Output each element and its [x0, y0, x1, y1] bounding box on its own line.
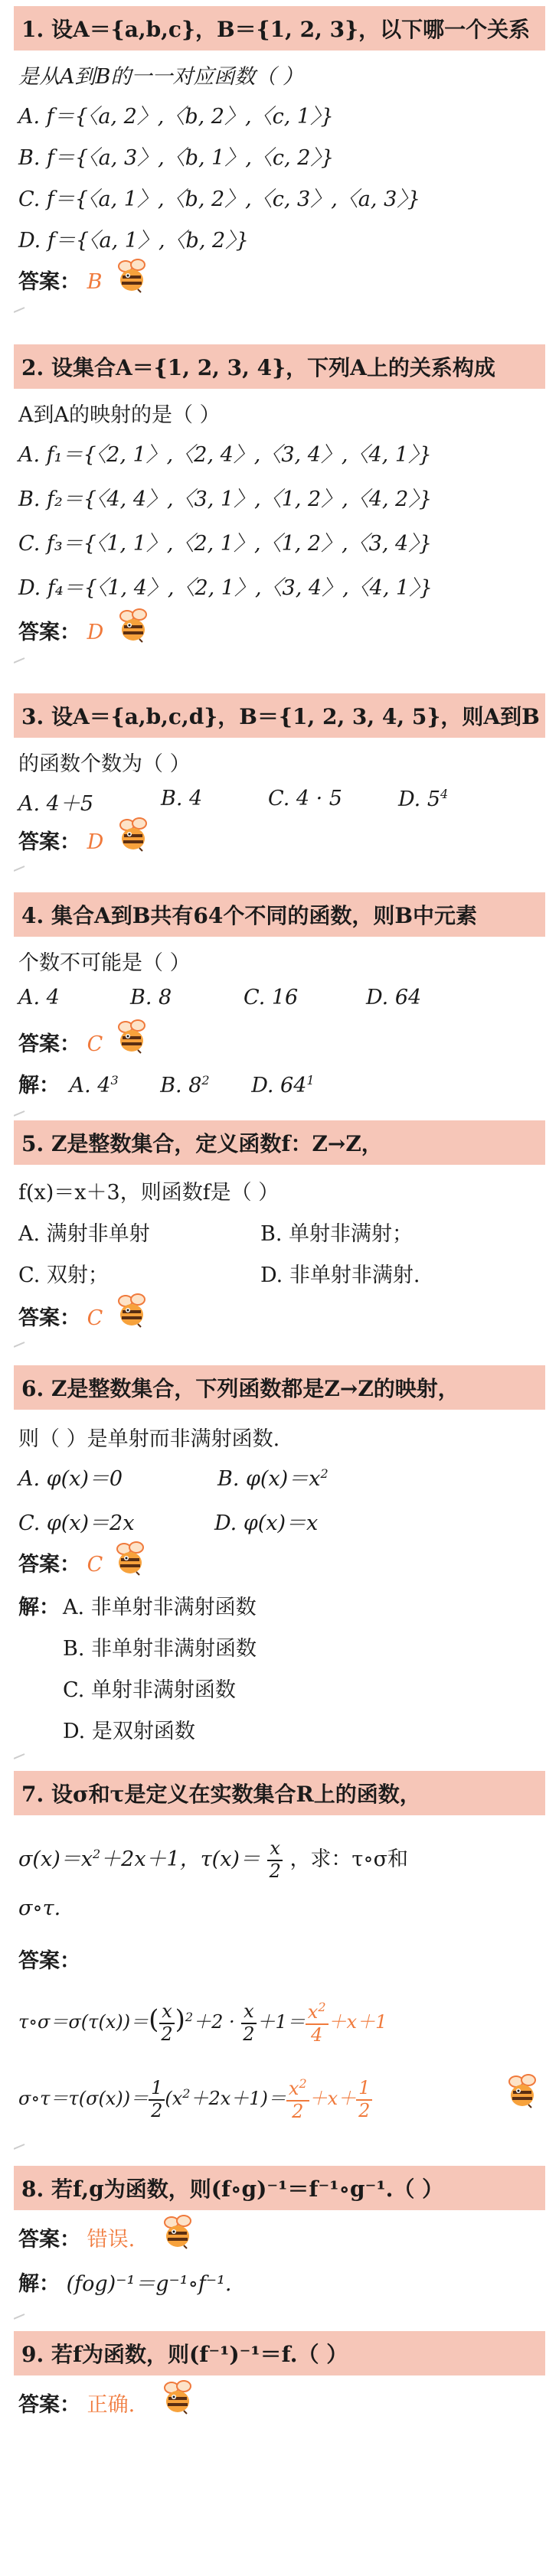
solution-label: 解： [18, 1074, 60, 1097]
question-2-title: 2. 设集合A＝{1, 2, 3, 4}，下列A上的关系构成 [14, 344, 545, 389]
q3-option-d: D. $5^4$ [398, 787, 449, 811]
question-2-continuation: A到A的映射的是（ ） [18, 403, 221, 427]
question-4-continuation: 个数不可能是（ ） [18, 951, 191, 975]
question-3-continuation: 的函数个数为（ ） [18, 752, 191, 776]
q6-solution-c: C. 单射非满射函数 [63, 1678, 236, 1702]
q6-option-b: B. $\varphi(x)=x^2$ [217, 1466, 329, 1491]
bee-icon [116, 608, 152, 644]
q4-solution [18, 1068, 315, 1098]
q5-option-a: A. 满射非单射 [18, 1222, 150, 1246]
question-3-title: 3. 设A＝{a,b,c,d}，B＝{1, 2, 3, 4, 5}，则A到B [14, 693, 545, 738]
answer-value: D [87, 830, 104, 854]
divider-mark-icon [14, 2313, 26, 2320]
q2-option-d: D. f₄＝{〈1, 4〉,〈2, 1〉,〈3, 4〉,〈4, 1〉} [18, 576, 433, 600]
q6-solution-a: A. 非单射非满射函数 [63, 1596, 257, 1619]
answer-label: 答案： [18, 1306, 80, 1330]
q1-option-b: B. f＝{〈a, 3〉,〈b, 1〉,〈c, 2〉} [18, 146, 335, 170]
answer-value: C [87, 1553, 103, 1577]
q8-solution [18, 2267, 232, 2297]
question-1-title: 1. 设A＝{a,b,c}，B＝{1, 2, 3}，以下哪一个关系 [14, 6, 545, 51]
question-5-continuation: f(x)＝x＋3，则函数f是（ ） [18, 1181, 280, 1205]
question-7-title: 7. 设σ和τ是定义在实数集合R上的函数， [14, 1771, 545, 1815]
question-5-title: 5. Z是整数集合，定义函数f：Z→Z， [14, 1120, 545, 1165]
q5-option-b: B. 单射非满射； [260, 1222, 414, 1246]
q6-answer [18, 1547, 103, 1577]
question-7-continuation: σ∘τ. [18, 1896, 61, 1920]
divider-mark-icon [14, 2143, 26, 2150]
q1-answer [18, 265, 102, 295]
solution-item: D. $64^1$ [251, 1073, 315, 1097]
q7-equation-1: τ∘σ＝σ(τ(x))＝( $\frac{x}{2}$ )$^2$＋2 · $\frac{x}{2}$ ＋1＝ $\frac{x^2}{4}$ ＋x＋1 [18, 2000, 387, 2046]
solution-text: (fog)⁻¹＝g⁻¹∘f⁻¹. [66, 2272, 232, 2296]
bee-icon [161, 2215, 196, 2250]
answer-label: 答案： [18, 2393, 80, 2417]
q4-option-a: A. 4 [18, 986, 60, 1009]
divider-mark-icon [14, 306, 26, 314]
bee-icon [161, 2380, 196, 2415]
q4-option-c: C. 16 [244, 986, 299, 1009]
answer-value: C [87, 1306, 103, 1330]
q2-answer [18, 615, 103, 645]
q3-option-c: C. 4 · 5 [268, 787, 342, 810]
q2-option-b: B. f₂＝{〈4, 4〉,〈3, 1〉,〈1, 2〉,〈4, 2〉} [18, 487, 433, 511]
q3-option-b: B. 4 [161, 787, 203, 810]
bee-icon [115, 1293, 150, 1329]
q6-solution-d: D. 是双射函数 [63, 1720, 195, 1743]
answer-label: 答案： [18, 1032, 80, 1056]
answer-value: D [87, 621, 104, 644]
q7-equation-2: σ∘τ＝τ(σ(x))＝ $\frac{1}{2}$ $(x^2+2x+1)=$ $\frac{x^2}{2}$ ＋x＋ $\frac{1}{2}$ [18, 2077, 372, 2122]
q2-option-a: A. f₁＝{〈2, 1〉,〈2, 4〉,〈3, 4〉,〈4, 1〉} [18, 443, 432, 467]
divider-mark-icon [14, 1753, 26, 1760]
divider-mark-icon [14, 1341, 26, 1348]
answer-value: 错误. [87, 2228, 136, 2252]
divider-mark-icon [14, 865, 26, 872]
q1-option-a: A. f＝{〈a, 2〉,〈b, 2〉,〈c, 1〉} [18, 105, 334, 129]
q1-option-d: D. f＝{〈a, 1〉,〈b, 2〉} [18, 229, 249, 253]
q6-solution-b: B. 非单射非满射函数 [63, 1637, 257, 1661]
q4-option-b: B. 8 [130, 986, 172, 1009]
q6-option-a: A. φ(x)＝0 [18, 1467, 123, 1491]
q2-option-c: C. f₃＝{〈1, 1〉,〈2, 1〉,〈1, 2〉,〈3, 4〉} [18, 532, 432, 556]
solution-item: A. $4^3$ [69, 1073, 119, 1097]
answer-value: 正确. [87, 2393, 136, 2417]
divider-mark-icon [14, 1110, 26, 1117]
q3-answer [18, 825, 103, 855]
bee-icon [113, 1541, 149, 1577]
answer-label: 答案： [18, 2228, 80, 2252]
question-8-title: 8. 若f,g为函数，则(f∘g)⁻¹＝f⁻¹∘g⁻¹.（ ） [14, 2166, 545, 2210]
question-7-definition: $\sigma(x)=x^2+2x+1$，τ(x)＝ $\frac{x}{2}$ ，求：τ∘σ和 [18, 1837, 409, 1882]
answer-label: 答案： [18, 830, 80, 854]
question-4-title: 4. 集合A到B共有64个不同的函数，则B中元素 [14, 892, 545, 937]
q3-option-a: A. 4＋5 [18, 792, 94, 816]
q8-answer [18, 2222, 135, 2252]
q1-option-c: C. f＝{〈a, 1〉,〈b, 2〉,〈c, 3〉,〈a, 3〉} [18, 187, 420, 211]
q4-option-d: D. 64 [366, 986, 422, 1009]
bee-icon [116, 817, 152, 853]
answer-value: B [87, 270, 103, 294]
q9-answer [18, 2388, 135, 2418]
answer-label: 答案： [18, 1553, 80, 1577]
q6-option-c: C. φ(x)＝2x [18, 1511, 135, 1535]
bee-icon [115, 1019, 150, 1055]
q6-option-d: D. φ(x)＝x [214, 1511, 319, 1535]
fraction: $\frac{x}{2}$ [267, 1838, 283, 1882]
answer-value: C [87, 1032, 103, 1056]
solution-item: B. $8^2$ [160, 1073, 210, 1097]
question-1-continuation: 是从A到B的一一对应函数（ ） [18, 65, 303, 89]
bee-icon [115, 259, 150, 294]
q7-answer-label: 答案： [18, 1949, 80, 1973]
bee-icon [505, 2074, 541, 2109]
q6-solution-label: 解： [18, 1596, 60, 1619]
answer-label: 答案： [18, 621, 80, 644]
question-9-title: 9. 若f为函数，则(f⁻¹)⁻¹＝f.（ ） [14, 2331, 545, 2375]
q5-option-d: D. 非单射非满射. [260, 1264, 420, 1287]
q5-option-c: C. 双射； [18, 1264, 109, 1287]
question-6-continuation: 则（ ）是单射而非满射函数. [18, 1427, 280, 1451]
answer-label: 答案： [18, 270, 80, 294]
question-6-title: 6. Z是整数集合，下列函数都是Z→Z的映射， [14, 1365, 545, 1410]
q5-answer [18, 1301, 103, 1331]
divider-mark-icon [14, 657, 26, 664]
solution-label: 解： [18, 2272, 60, 2296]
q4-answer [18, 1027, 103, 1057]
